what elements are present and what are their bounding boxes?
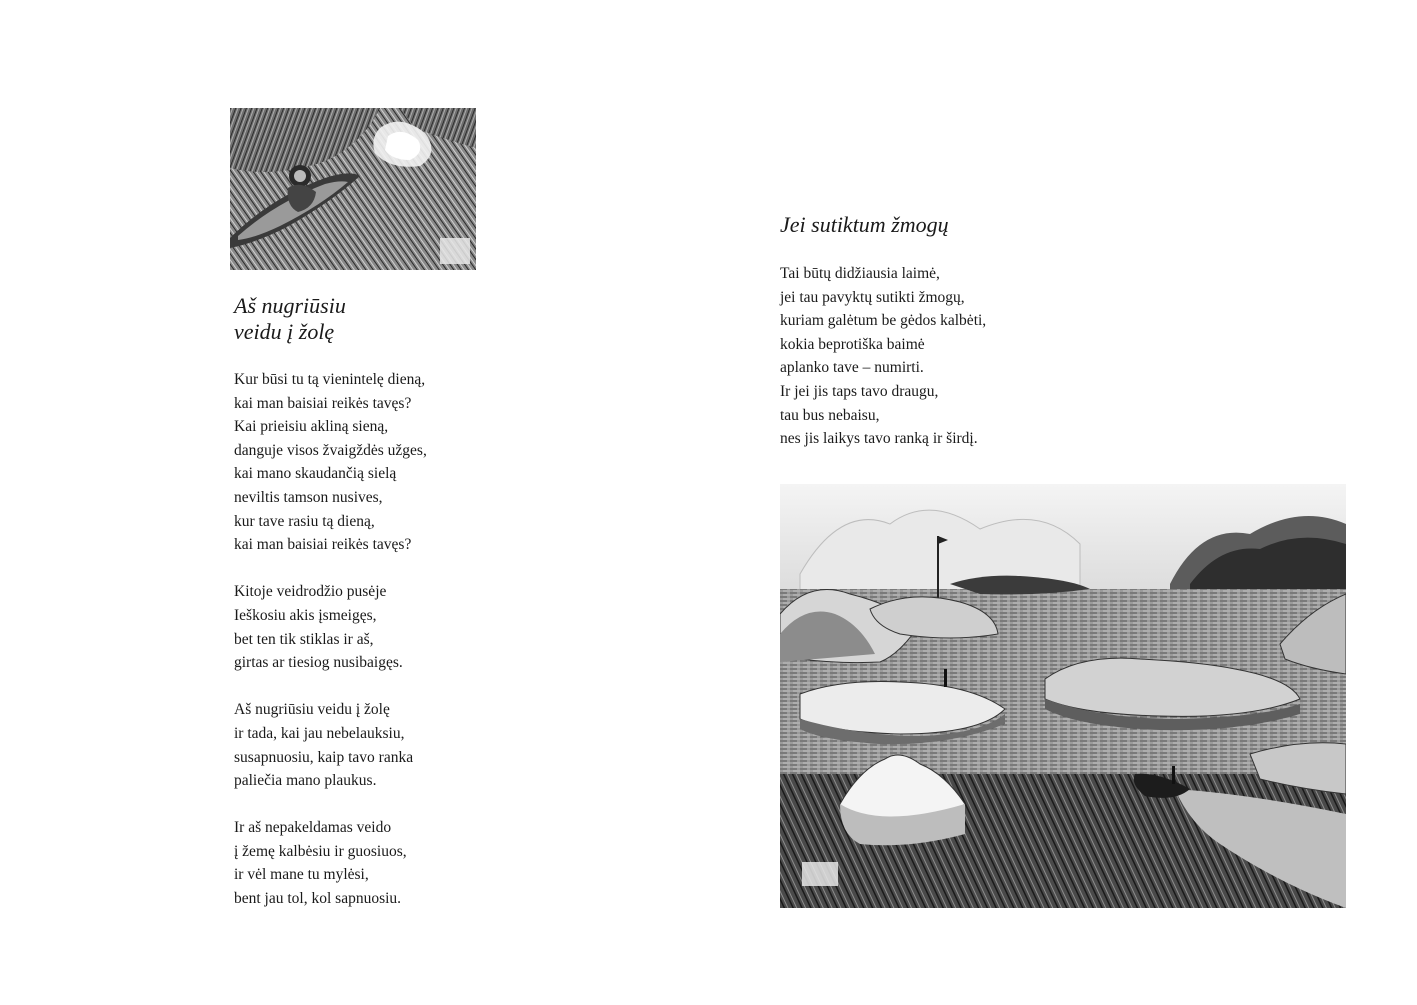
verse-line: kai man baisiai reikės tavęs? <box>234 536 412 554</box>
right-page <box>708 0 1417 1005</box>
verse-line: bet ten tik stiklas ir aš, <box>234 630 374 648</box>
verse-line: kokia beprotiška baimė <box>780 335 925 353</box>
verse-line: Kur būsi tu tą vienintelę dieną, <box>234 371 426 388</box>
stanza-3 <box>234 698 554 792</box>
stanza-1 <box>780 262 1200 451</box>
verse-line: susapnuosiu, kaip tavo ranka <box>234 748 414 766</box>
verse-line: Kitoje veidrodžio pusėje <box>234 583 387 601</box>
verse-line: neviltis tamson nusives, <box>234 488 383 506</box>
boat-in-grass-drawing <box>230 108 476 270</box>
poem-title-jei-sutiktum-zmogu: Jei sutiktum žmogų <box>780 212 949 237</box>
left-page <box>0 0 708 1005</box>
ice-sea-drawing <box>780 484 1346 908</box>
verse-line: ir vėl mane tu mylėsi, <box>234 866 369 884</box>
verse-line: Ir aš nepakeldamas veido <box>234 819 392 837</box>
verse-line: paliečia mano plaukus. <box>234 772 377 790</box>
verse-line: kur tave rasiu tą dieną, <box>234 512 375 530</box>
stanza-1 <box>234 368 554 557</box>
verse-line: bent jau tol, kol sapnuosiu. <box>234 890 402 908</box>
title-line: veidu į žolę <box>234 319 335 344</box>
verse-line: kai man baisiai reikės tavęs? <box>234 394 412 412</box>
stanza-2 <box>234 580 554 674</box>
verse-line: aplanko tave – numirti. <box>780 359 924 377</box>
verse-line: Ieškosiu akis įsmeigęs, <box>234 606 377 624</box>
verse-line: ir tada, kai jau nebelauksiu, <box>234 724 405 742</box>
verse-line: Aš nugriūsiu veidu į žolę <box>234 701 390 719</box>
verse-line: kai mano skaudančią sielą <box>234 465 397 483</box>
verse-line: į žemę kalbėsiu ir guosiuos, <box>234 842 407 860</box>
verse-line: jei tau pavyktų sutikti žmogų, <box>780 288 965 306</box>
verse-line: nes jis laikys tavo ranką ir širdį. <box>780 430 978 448</box>
verse-line: kuriam galėtum be gėdos kalbėti, <box>780 312 987 330</box>
verse-line: girtas ar tiesiog nusibaigęs. <box>234 654 403 672</box>
illustration-boat-in-grass <box>230 108 476 270</box>
stanza-4 <box>234 816 554 910</box>
verse-line: Kai prieisiu akliną sieną, <box>234 418 389 436</box>
illustration-ice-sea <box>780 484 1346 908</box>
verse-line: Ir jei jis taps tavo draugu, <box>780 382 939 400</box>
poem-body-left <box>234 368 554 911</box>
poem-title-as-nugriusiu <box>234 293 534 345</box>
verse-line: tau bus nebaisu, <box>780 406 880 424</box>
title-line: Aš nugriūsiu <box>234 293 346 318</box>
verse-line: danguje visos žvaigždės užges, <box>234 441 427 459</box>
verse-line: Tai būtų didžiausia laimė, <box>780 265 940 282</box>
poem-body-right <box>780 262 1200 451</box>
